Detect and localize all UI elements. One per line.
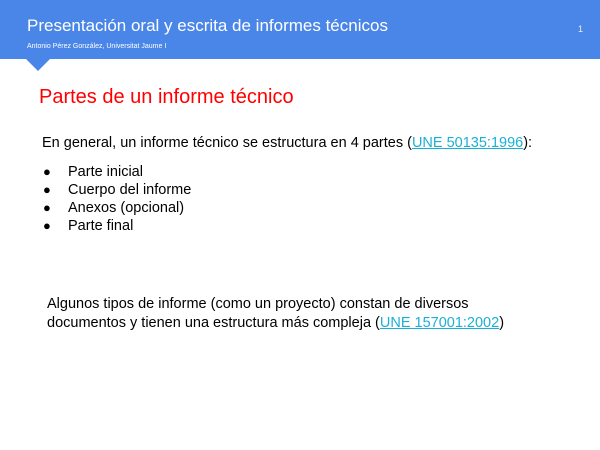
presentation-title: Presentación oral y escrita de informes técnicos — [27, 16, 388, 35]
slide-number: 1 — [578, 24, 584, 34]
list-item — [43, 163, 191, 181]
author-line: Antonio Pérez González, Universitat Jaume I — [27, 43, 167, 50]
intro-paragraph — [42, 134, 532, 152]
note-paragraph — [47, 295, 504, 332]
bullet-icon: ● — [43, 182, 51, 197]
list-item — [43, 181, 191, 199]
note-text-after: ) — [499, 314, 505, 331]
list-item — [43, 199, 191, 217]
bullet-icon: ● — [43, 164, 51, 179]
header-pointer-triangle — [25, 58, 51, 71]
list-item — [43, 217, 191, 235]
report-parts-list — [43, 163, 191, 235]
note-line-1: Algunos tipos de informe (como un proyecto) constan de diversos — [47, 296, 469, 312]
bullet-icon: ● — [43, 200, 51, 215]
list-item-label: Anexos (opcional) — [68, 200, 185, 216]
note-line-2 — [47, 314, 504, 333]
une-157001-link[interactable]: UNE 157001:2002 — [379, 314, 500, 331]
list-item-label: Parte inicial — [68, 164, 143, 180]
list-item-label: Parte final — [68, 218, 134, 234]
intro-text-after: ): — [523, 135, 533, 151]
slide-header — [0, 0, 600, 59]
list-item-label: Cuerpo del informe — [68, 182, 192, 198]
note-text-before: documentos y tienen una estructura más compleja ( — [47, 314, 380, 331]
bullet-icon: ● — [43, 218, 51, 233]
une-50135-link[interactable]: UNE 50135:1996 — [411, 135, 524, 151]
slide-title: Partes de un informe técnico — [39, 86, 294, 108]
intro-text-before: En general, un informe técnico se estructura en 4 partes ( — [42, 135, 412, 151]
